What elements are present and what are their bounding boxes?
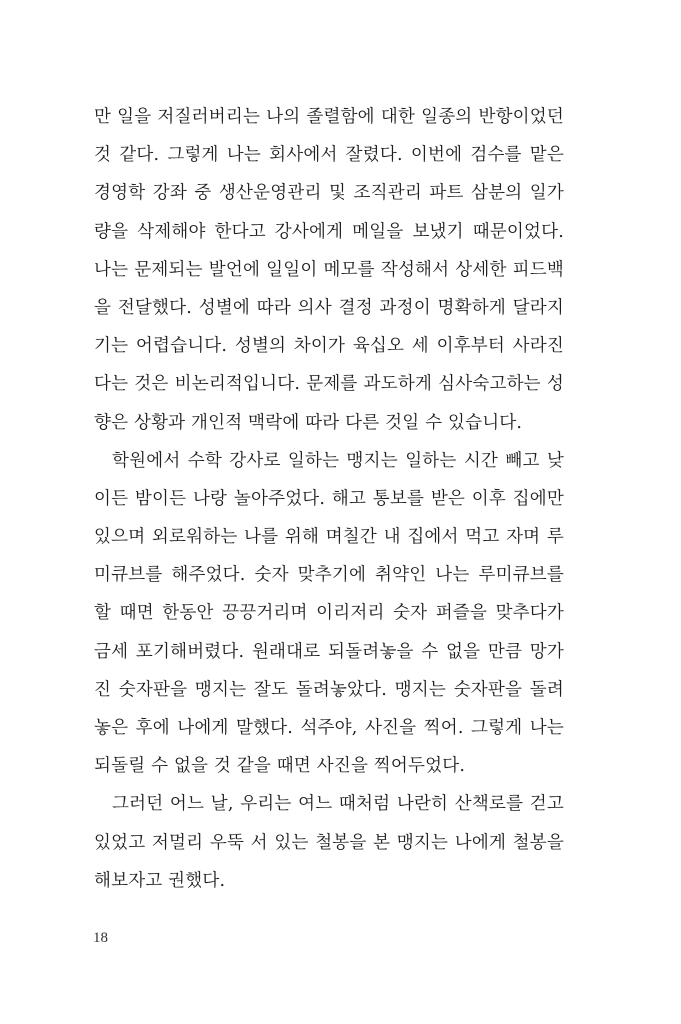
text-line: 할 때면 한동안 끙끙거리며 이리저리 숫자 퍼즐을 맞추다가 — [94, 603, 564, 624]
text-line: 있으며 외로워하는 나를 위해 며칠간 내 집에서 먹고 자며 루 — [94, 527, 564, 548]
text-line: 진 숫자판을 맹지는 잘도 돌려놓았다. 맹지는 숫자판을 돌려 — [94, 679, 564, 700]
body-text — [94, 98, 564, 900]
text-line: 나는 문제되는 발언에 일일이 메모를 작성해서 상세한 피드백 — [94, 259, 564, 280]
text-line: 향은 상황과 개인적 맥락에 따라 다른 것일 수 있습니다. — [94, 412, 523, 433]
text-line: 그러던 어느 날, 우리는 여느 때처럼 나란히 산책로를 걷고 — [112, 794, 564, 815]
text-line: 이든 밤이든 나랑 놀아주었다. 해고 통보를 받은 이후 집에만 — [94, 488, 564, 509]
text-line: 만 일을 저질러버리는 나의 졸렬함에 대한 일종의 반항이었던 — [94, 107, 564, 127]
text-line: 놓은 후에 나에게 말했다. 석주야, 사진을 찍어. 그렇게 나는 — [94, 718, 564, 738]
text-line: 을 전달했다. 성별에 따라 의사 결정 과정이 명확하게 달라지 — [94, 297, 564, 318]
text-line: 있었고 저멀리 우뚝 서 있는 철봉을 본 맹지는 나에게 철봉을 — [94, 832, 564, 853]
text-line: 금세 포기해버렸다. 원래대로 되돌려놓을 수 없을 만큼 망가 — [94, 641, 564, 662]
text-line: 다는 것은 비논리적입니다. 문제를 과도하게 심사숙고하는 성 — [94, 374, 564, 395]
text-line: 미큐브를 해주었다. 숫자 맞추기에 취약인 나는 루미큐브를 — [94, 565, 564, 586]
text-line: 기는 어렵습니다. 성별의 차이가 육십오 세 이후부터 사라진 — [94, 336, 564, 357]
text-line: 경영학 강좌 중 생산운영관리 및 조직관리 파트 삼분의 일가 — [94, 183, 564, 204]
text-line: 학원에서 수학 강사로 일하는 맹지는 일하는 시간 빼고 낮 — [112, 450, 564, 471]
text-line: 것 같다. 그렇게 나는 회사에서 잘렸다. 이번에 검수를 맡은 — [94, 145, 564, 166]
page-number: 18 — [93, 930, 108, 946]
text-line: 해보자고 권했다. — [94, 870, 226, 891]
text-line: 량을 삭제해야 한다고 강사에게 메일을 보냈기 때문이었다. — [94, 221, 564, 242]
text-line: 되돌릴 수 없을 것 같을 때면 사진을 찍어두었다. — [94, 756, 466, 777]
